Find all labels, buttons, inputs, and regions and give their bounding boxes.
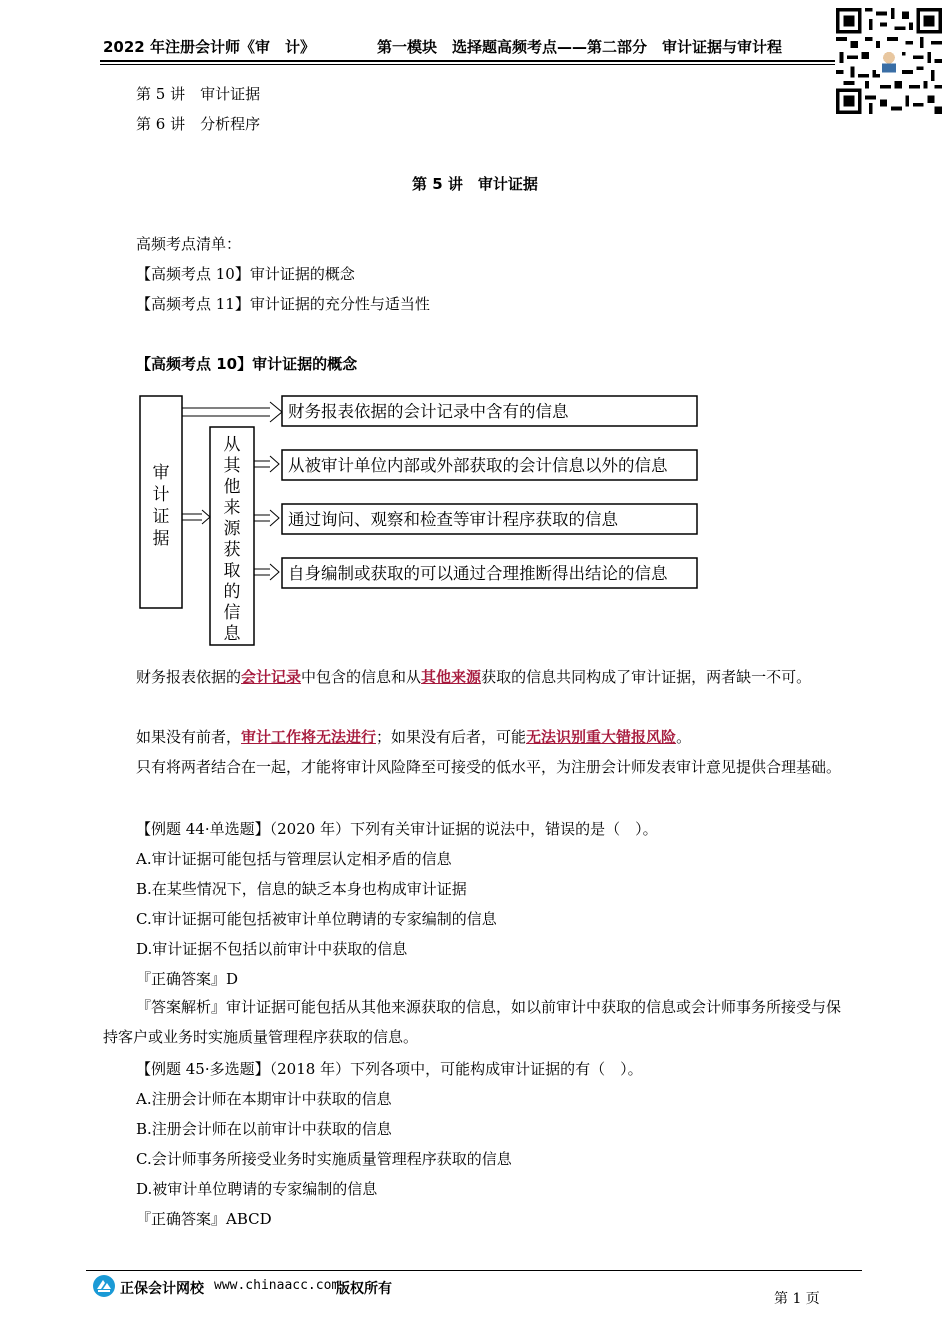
middle-box-char: 取 bbox=[223, 561, 241, 581]
point-heading: 【高频考点 10】审计证据的概念 bbox=[136, 355, 358, 373]
highlight-term: 审计工作将无法进行 bbox=[241, 728, 377, 746]
checklist-label: 高频考点清单： bbox=[136, 235, 242, 253]
checklist-item: 【高频考点 11】审计证据的充分性与适当性 bbox=[136, 295, 430, 313]
toc-item: 第 5 讲 审计证据 bbox=[136, 85, 261, 103]
footer-brand: 正保会计网校 bbox=[120, 1281, 204, 1297]
question-option: A.注册会计师在本期审计中获取的信息 bbox=[136, 1090, 392, 1108]
left-box-char: 审 bbox=[152, 463, 170, 483]
middle-box-char: 来 bbox=[223, 498, 241, 518]
middle-box-char: 其 bbox=[223, 456, 241, 476]
question-option: B.在某些情况下，信息的缺乏本身也构成审计证据 bbox=[136, 880, 467, 898]
middle-box-char: 息 bbox=[223, 624, 241, 644]
question-option: B.注册会计师在以前审计中获取的信息 bbox=[136, 1120, 392, 1138]
footer-site[interactable]: www.chinaacc.com bbox=[214, 1278, 340, 1293]
chinaacc-logo-icon bbox=[92, 1274, 116, 1298]
question-option: C.会计师事务所接受业务时实施质量管理程序获取的信息 bbox=[136, 1150, 512, 1168]
left-box-char: 证 bbox=[152, 507, 170, 527]
header-rule-thin bbox=[100, 64, 835, 65]
diagram-item: 从被审计单位内部或外部获取的会计信息以外的信息 bbox=[288, 456, 668, 475]
question-stem: 【例题 44·单选题】（2020 年）下列有关审计证据的说法中，错误的是（ ）。 bbox=[136, 820, 658, 838]
left-box-char: 计 bbox=[152, 485, 170, 505]
header-course: 2022 年注册会计师《审 计》 bbox=[103, 38, 315, 56]
header-rule bbox=[100, 60, 835, 62]
left-box-char: 据 bbox=[152, 529, 170, 549]
question-option: A.审计证据可能包括与管理层认定相矛盾的信息 bbox=[136, 850, 452, 868]
question-stem: 【例题 45·多选题】（2018 年）下列各项中，可能构成审计证据的有（ ）。 bbox=[136, 1060, 643, 1078]
highlight-term: 会计记录 bbox=[241, 668, 302, 686]
footer-rule bbox=[86, 1270, 862, 1271]
footer-rights: 版权所有 bbox=[336, 1281, 392, 1297]
audit-evidence-diagram bbox=[130, 390, 705, 650]
highlight-term: 其他来源 bbox=[421, 668, 482, 686]
question-option: D.审计证据不包括以前审计中获取的信息 bbox=[136, 940, 408, 958]
header-section: 第一模块 选择题高频考点——第二部分 审计证据与审计程 bbox=[377, 38, 783, 56]
diagram-item-top: 财务报表依据的会计记录中含有的信息 bbox=[288, 402, 569, 421]
middle-box-char: 获 bbox=[223, 540, 241, 560]
checklist-item: 【高频考点 10】审计证据的概念 bbox=[136, 265, 355, 283]
highlight-term: 无法识别重大错报风险 bbox=[526, 728, 677, 746]
paragraph: 财务报表依据的会计记录中包含的信息和从其他来源获取的信息共同构成了审计证据，两者缺一不可。 bbox=[136, 668, 812, 686]
paragraph: 只有将两者结合在一起，才能将审计风险降至可接受的低水平，为注册会计师发表审计意见提供合理基础。 bbox=[136, 758, 842, 776]
middle-box-char: 源 bbox=[223, 519, 241, 539]
paragraph: 如果没有前者，审计工作将无法进行；如果没有后者，可能无法识别重大错报风险。 bbox=[136, 728, 692, 746]
middle-box-char: 的 bbox=[223, 582, 241, 602]
question-option: C.审计证据可能包括被审计单位聘请的专家编制的信息 bbox=[136, 910, 497, 928]
question-analysis: 『答案解析』审计证据可能包括从其他来源获取的信息，如以前审计中获取的信息或会计师事务所接受与保持客户或业务时实施质量管理程序获取的信息。 bbox=[103, 998, 842, 1046]
diagram-item: 通过询问、观察和检查等审计程序获取的信息 bbox=[288, 510, 618, 529]
question-answer: 『正确答案』D bbox=[136, 970, 239, 988]
diagram-item: 自身编制或获取的可以通过合理推断得出结论的信息 bbox=[288, 564, 668, 583]
page-number: 第 1 页 bbox=[774, 1291, 820, 1307]
toc-item: 第 6 讲 分析程序 bbox=[136, 115, 261, 133]
question-option: D.被审计单位聘请的专家编制的信息 bbox=[136, 1180, 378, 1198]
middle-box-char: 信 bbox=[223, 603, 241, 623]
middle-box-char: 从 bbox=[223, 435, 241, 455]
middle-box-char: 他 bbox=[223, 477, 241, 497]
qr-code-icon bbox=[836, 8, 942, 114]
lecture-title: 第 5 讲 审计证据 bbox=[412, 175, 538, 193]
question-answer: 『正确答案』ABCD bbox=[136, 1210, 272, 1228]
